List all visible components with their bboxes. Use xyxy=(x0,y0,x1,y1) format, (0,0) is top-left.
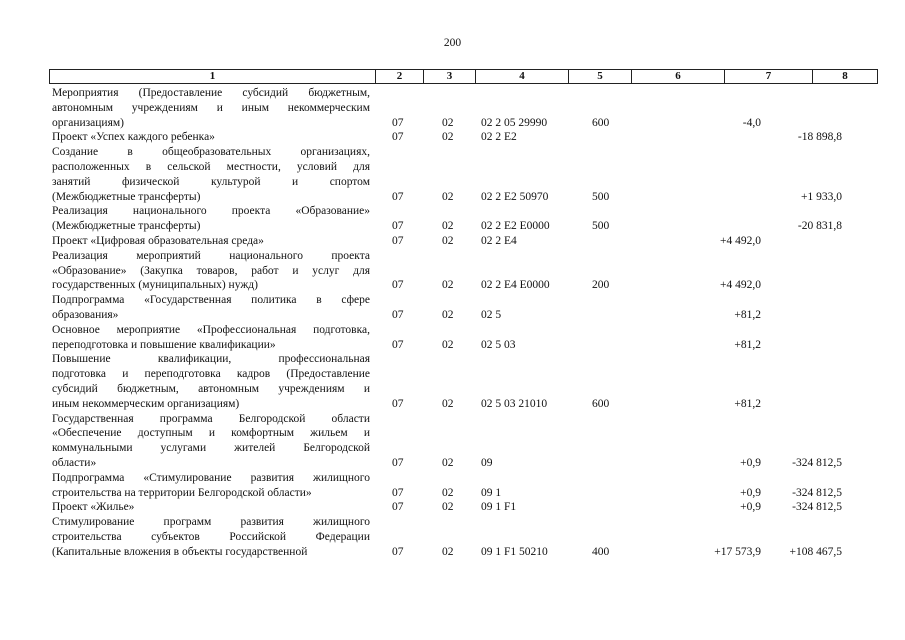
table-row xyxy=(52,130,878,145)
cell-c6: +4 492,0 xyxy=(720,279,761,292)
cell-c4: 02 2 E2 xyxy=(481,131,517,144)
cell-c4: 02 5 03 xyxy=(481,338,516,351)
row-description xyxy=(52,204,370,234)
header-col-8: 8 xyxy=(842,70,848,82)
row-description xyxy=(52,352,370,411)
cell-c4: 09 1 F1 50210 xyxy=(481,545,548,558)
table-body xyxy=(52,86,878,560)
description-line: Реализация национального проекта «Образование» xyxy=(52,205,370,218)
cell-c2: 07 xyxy=(392,190,404,203)
description-line: Основное мероприятие «Профессиональная подготовка, xyxy=(52,323,370,336)
cell-c2: 07 xyxy=(392,131,404,144)
row-description xyxy=(52,471,370,501)
description-line: автономным учреждениям и иным некоммерческим xyxy=(52,101,370,114)
cell-c5: 500 xyxy=(592,220,610,233)
cell-c2: 07 xyxy=(392,545,404,558)
table-row xyxy=(52,471,878,501)
cell-c7: -18 898,8 xyxy=(797,131,842,144)
cell-c4: 02 5 03 21010 xyxy=(481,397,548,410)
header-col-4: 4 xyxy=(476,70,569,83)
cell-c6: +0,9 xyxy=(740,501,761,514)
table-row xyxy=(52,500,878,515)
description-line: Подпрограмма «Государственная политика в сфере xyxy=(52,294,370,307)
row-description xyxy=(52,293,370,323)
row-description xyxy=(52,500,370,515)
cell-c3: 02 xyxy=(442,486,454,499)
table-row xyxy=(52,234,878,249)
cell-c5: 200 xyxy=(592,279,610,292)
table-row xyxy=(52,352,878,411)
table-row xyxy=(52,412,878,471)
cell-c2: 07 xyxy=(392,456,404,469)
cell-c3: 02 xyxy=(442,234,454,247)
row-description xyxy=(52,323,370,353)
row-description xyxy=(52,86,370,130)
cell-c4: 09 1 F1 xyxy=(481,501,517,514)
header-col-5: 5 xyxy=(569,70,632,83)
row-description xyxy=(52,234,370,249)
header-col-7: 7 xyxy=(725,70,813,83)
table-header xyxy=(49,69,878,84)
cell-c3: 02 xyxy=(442,456,454,469)
description-line: (Межбюджетные трансферты) xyxy=(52,220,201,233)
description-line: Стимулирование программ развития жилищного xyxy=(52,516,370,529)
cell-c4: 02 2 E4 xyxy=(481,234,517,247)
cell-c3: 02 xyxy=(442,116,454,129)
description-line: Повышение квалификации, профессиональная xyxy=(52,353,370,366)
cell-c3: 02 xyxy=(442,545,454,558)
cell-c7: -324 812,5 xyxy=(792,456,842,469)
row-description xyxy=(52,130,370,145)
page-number: 200 xyxy=(443,37,462,49)
description-line: Проект «Цифровая образовательная среда» xyxy=(52,234,264,247)
description-line: Проект «Успех каждого ребенка» xyxy=(52,131,215,144)
description-line: «Обеспечение доступным и комфортным жильем и xyxy=(52,427,370,440)
row-description xyxy=(52,515,370,559)
cell-c6: +81,2 xyxy=(734,397,761,410)
cell-c4: 09 xyxy=(481,456,493,469)
description-line: Государственная программа Белгородской области xyxy=(52,412,370,425)
description-line: Подпрограмма «Стимулирование развития жилищного xyxy=(52,471,370,484)
description-line: образования» xyxy=(52,308,119,321)
cell-c7: -20 831,8 xyxy=(797,220,842,233)
description-line: организациям) xyxy=(52,116,124,129)
description-line: «Образование» (Закупка товаров, работ и услуг для xyxy=(52,264,370,277)
row-description xyxy=(52,412,370,471)
description-line: (Капитальные вложения в объекты государственной xyxy=(52,545,308,558)
description-line: (Межбюджетные трансферты) xyxy=(52,190,201,203)
cell-c7: +108 467,5 xyxy=(789,545,842,558)
description-line: переподготовка и повышение квалификации» xyxy=(52,338,276,351)
cell-c2: 07 xyxy=(392,116,404,129)
description-line: Создание в общеобразовательных организациях, xyxy=(52,146,370,159)
description-line: расположенных в сельской местности, условий для xyxy=(52,160,370,173)
cell-c4: 09 1 xyxy=(481,486,502,499)
cell-c5: 400 xyxy=(592,545,610,558)
header-col-2: 2 xyxy=(376,70,424,83)
description-line: строительства субъектов Российской Федерации xyxy=(52,530,370,543)
table-row xyxy=(52,145,878,204)
cell-c2: 07 xyxy=(392,220,404,233)
cell-c5: 500 xyxy=(592,190,610,203)
cell-c6: +81,2 xyxy=(734,308,761,321)
description-line: Проект «Жилье» xyxy=(52,501,135,514)
description-line: Реализация мероприятий национального проекта xyxy=(52,249,370,262)
cell-c4: 02 2 E2 E0000 xyxy=(481,220,550,233)
cell-c3: 02 xyxy=(442,190,454,203)
table-row xyxy=(52,204,878,234)
cell-c2: 07 xyxy=(392,338,404,351)
cell-c3: 02 xyxy=(442,397,454,410)
cell-c6: +81,2 xyxy=(734,338,761,351)
row-description xyxy=(52,249,370,293)
description-line: иным некоммерческим организациям) xyxy=(52,397,240,410)
table-row xyxy=(52,323,878,353)
table-row xyxy=(52,249,878,293)
cell-c3: 02 xyxy=(442,131,454,144)
cell-c6: +0,9 xyxy=(740,486,761,499)
cell-c3: 02 xyxy=(442,308,454,321)
description-line: субсидий бюджетным, автономным учреждениям и xyxy=(52,382,370,395)
cell-c3: 02 xyxy=(442,501,454,514)
cell-c5: 600 xyxy=(592,397,610,410)
table-row xyxy=(52,515,878,559)
header-col-1: 1 xyxy=(50,70,376,83)
table-row xyxy=(52,86,878,130)
cell-c2: 07 xyxy=(392,234,404,247)
cell-c6: +17 573,9 xyxy=(714,545,761,558)
cell-c7: -324 812,5 xyxy=(792,501,842,514)
cell-c7: -324 812,5 xyxy=(792,486,842,499)
table-row xyxy=(52,293,878,323)
cell-c2: 07 xyxy=(392,397,404,410)
cell-c6: -4,0 xyxy=(742,116,761,129)
description-line: коммунальными услугами жителей Белгородской xyxy=(52,442,370,455)
cell-c4: 02 2 E2 50970 xyxy=(481,190,549,203)
cell-c5: 600 xyxy=(592,116,610,129)
description-line: государственных (муниципальных) нужд) xyxy=(52,279,258,292)
header-col-3: 3 xyxy=(424,70,476,83)
description-line: занятий физической культурой и спортом xyxy=(52,175,370,188)
cell-c4: 02 5 xyxy=(481,308,502,321)
cell-c2: 07 xyxy=(392,501,404,514)
cell-c2: 07 xyxy=(392,486,404,499)
cell-c3: 02 xyxy=(442,279,454,292)
cell-c7: +1 933,0 xyxy=(801,190,842,203)
cell-c6: +4 492,0 xyxy=(720,234,761,247)
cell-c4: 02 2 E4 E0000 xyxy=(481,279,550,292)
cell-c2: 07 xyxy=(392,308,404,321)
cell-c3: 02 xyxy=(442,338,454,351)
description-line: области» xyxy=(52,456,97,469)
row-description xyxy=(52,145,370,204)
description-line: подготовка и переподготовка кадров (Предоставление xyxy=(52,368,370,381)
header-col-6: 6 xyxy=(632,70,725,83)
cell-c6: +0,9 xyxy=(740,456,761,469)
cell-c2: 07 xyxy=(392,279,404,292)
description-line: Мероприятия (Предоставление субсидий бюджетным, xyxy=(52,87,370,99)
cell-c3: 02 xyxy=(442,220,454,233)
cell-c4: 02 2 05 29990 xyxy=(481,116,548,129)
description-line: строительства на территории Белгородской области» xyxy=(52,486,312,499)
